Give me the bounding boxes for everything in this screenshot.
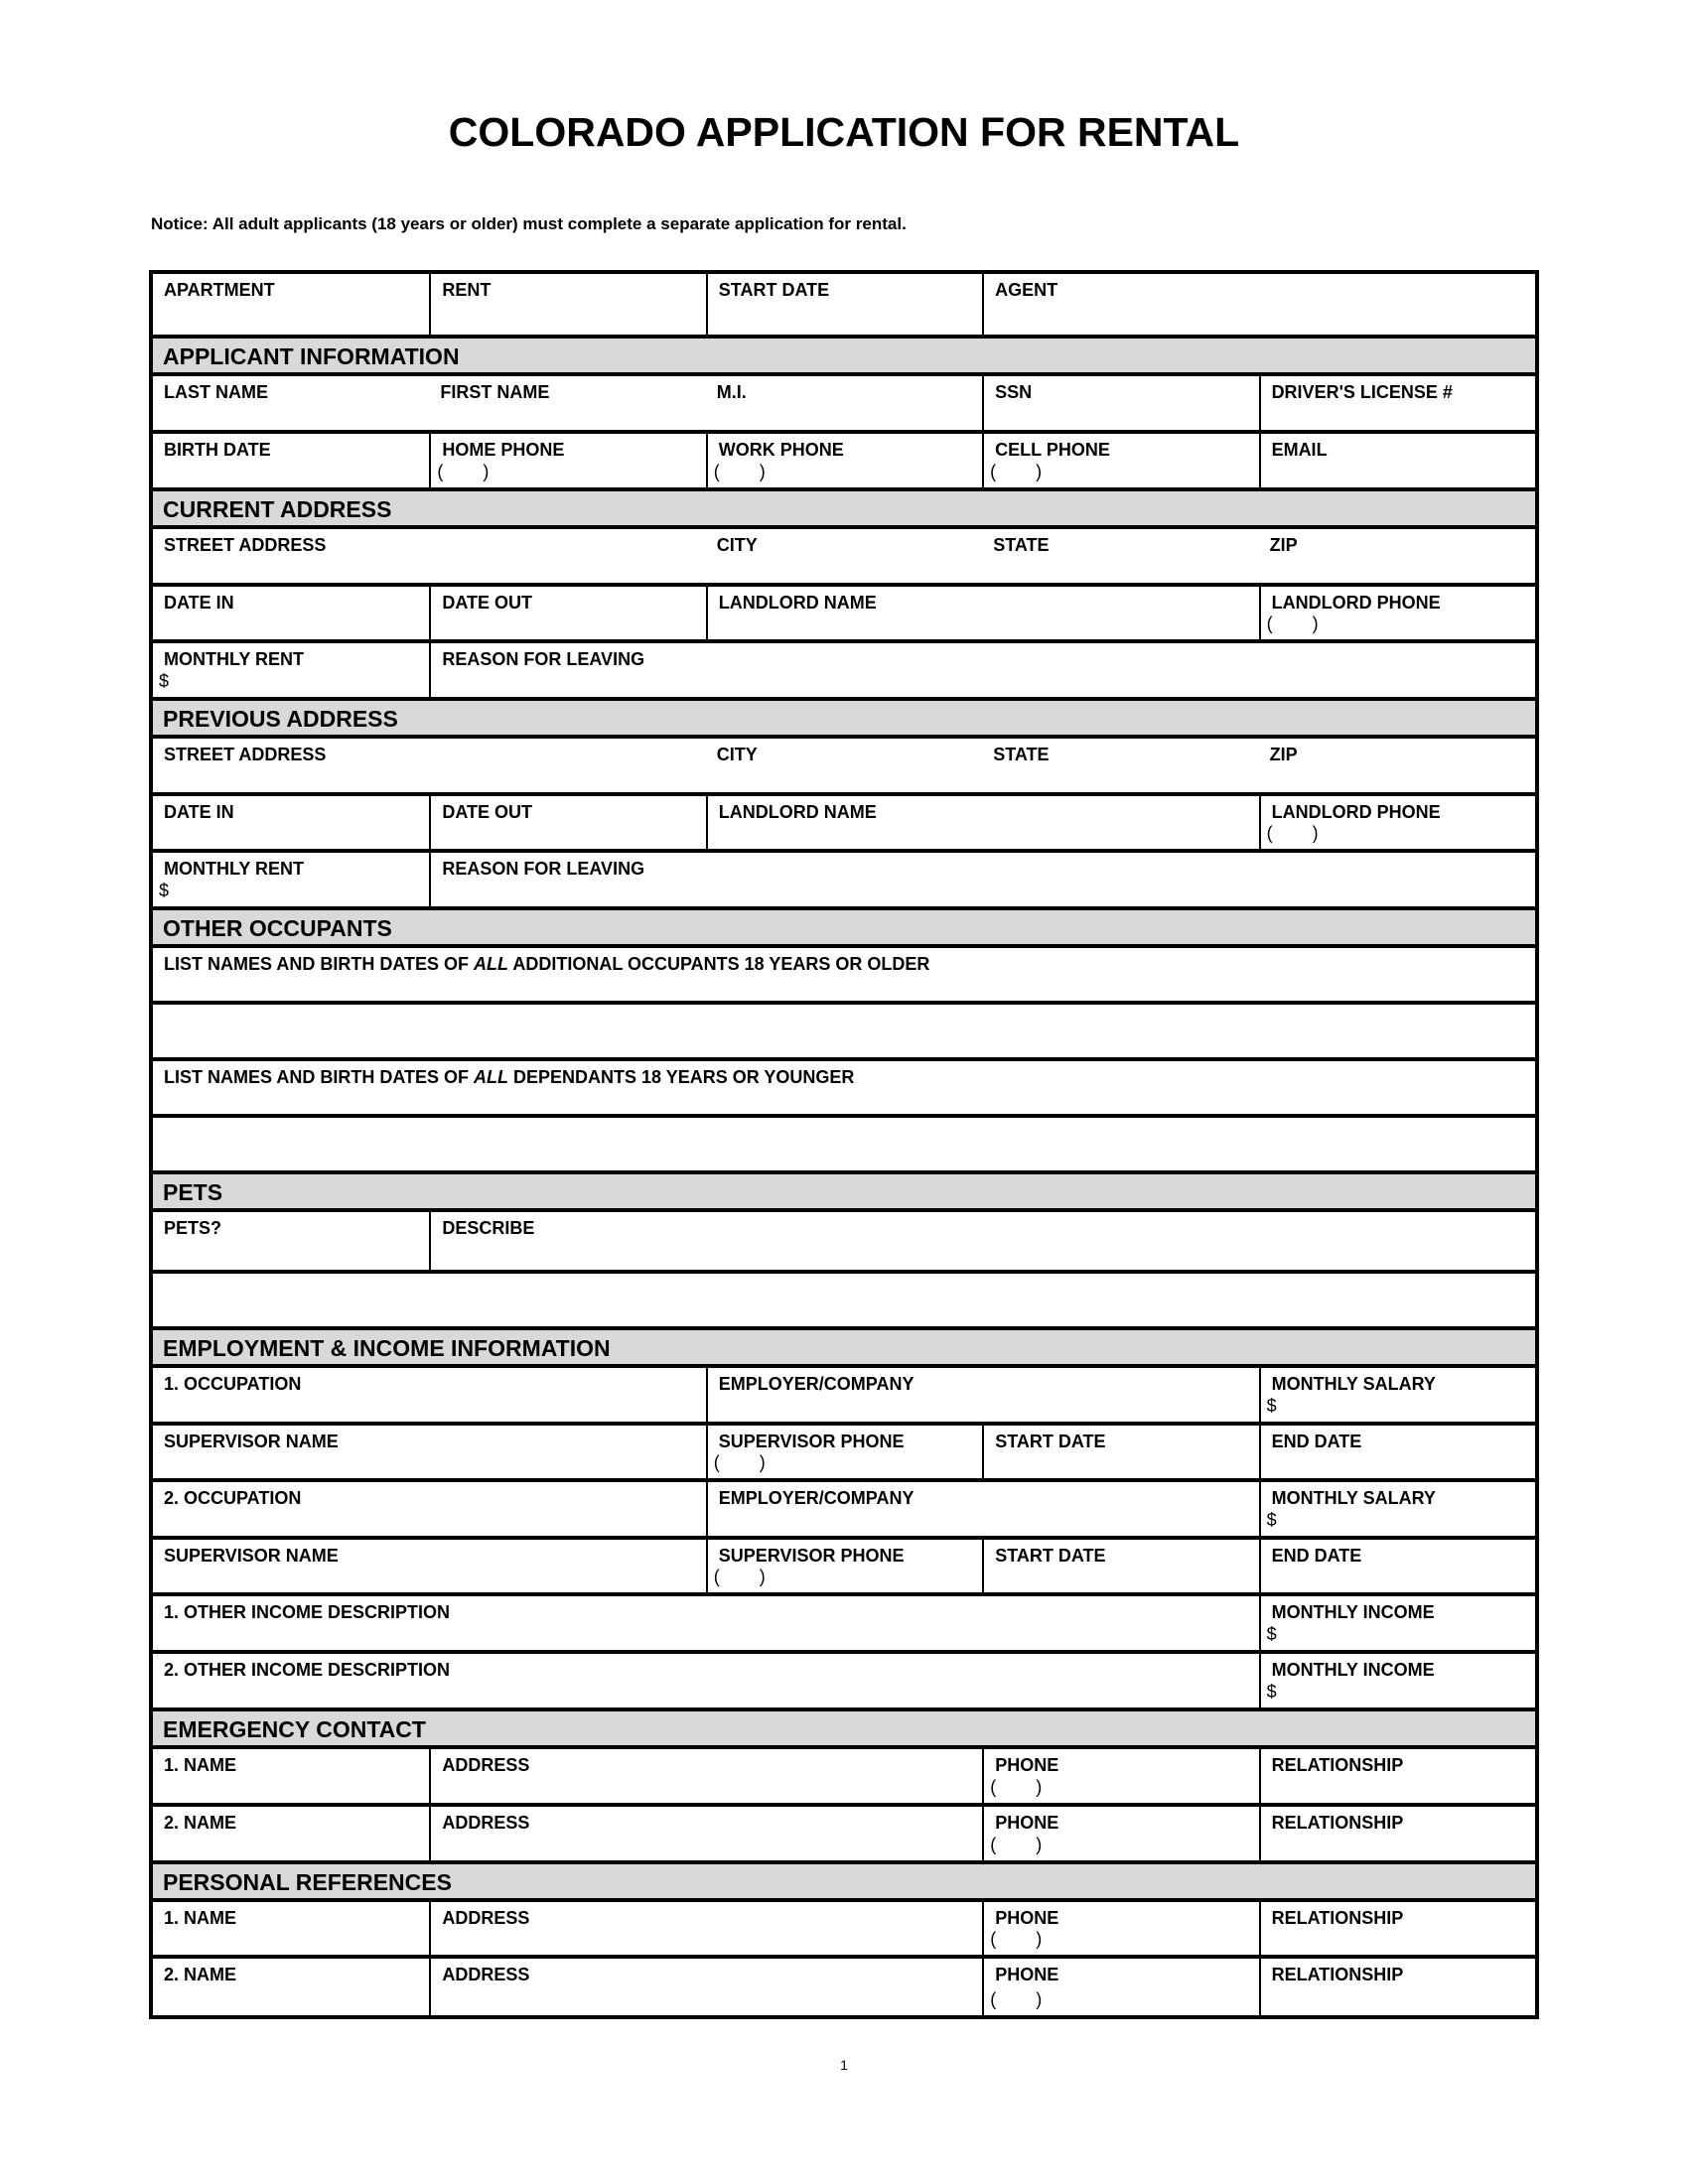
last-name-field[interactable] — [153, 376, 429, 430]
current-street-address-field[interactable] — [153, 529, 706, 583]
previous-street-address-field[interactable] — [153, 739, 706, 792]
start-date-field[interactable] — [706, 274, 982, 335]
agent-label: AGENT — [995, 280, 1058, 300]
form-row-pets-blank — [153, 1274, 1535, 1330]
city-label: CITY — [716, 535, 758, 555]
section-title: OTHER OCCUPANTS — [163, 914, 392, 941]
form-row-previous-landlord — [153, 796, 1535, 853]
dollar-sign: $ — [1266, 1510, 1277, 1530]
form-row-current-rent — [153, 643, 1535, 701]
cell-phone-label: CELL PHONE — [995, 440, 1110, 460]
dollar-sign: $ — [1266, 1682, 1277, 1702]
emergency-address-2-field[interactable] — [429, 1807, 982, 1860]
address-label: ADDRESS — [442, 1908, 530, 1928]
first-name-field[interactable] — [429, 376, 705, 430]
form-row-reference-1 — [153, 1902, 1535, 1959]
relationship-label: RELATIONSHIP — [1271, 1908, 1404, 1928]
form-row-adult-occupants-label — [153, 948, 1535, 1005]
label-emphasis-all: ALL — [474, 1067, 508, 1087]
supervisor-phone-1-field[interactable] — [706, 1426, 982, 1478]
phone-label: PHONE — [995, 1813, 1059, 1833]
other-income-description-label: 2. OTHER INCOME DESCRIPTION — [164, 1660, 451, 1680]
previous-date-out-field[interactable] — [429, 796, 705, 849]
page-title: COLORADO APPLICATION FOR RENTAL — [448, 109, 1240, 155]
supervisor-name-label: SUPERVISOR NAME — [164, 1432, 339, 1451]
emergency-phone-1-field[interactable] — [982, 1749, 1258, 1803]
supervisor-phone-label: SUPERVISOR PHONE — [718, 1546, 905, 1566]
state-label: STATE — [993, 745, 1050, 764]
rental-application-form — [149, 270, 1539, 2019]
form-row-previous-street — [153, 739, 1535, 796]
dollar-sign: $ — [159, 881, 170, 900]
section-title: APPLICANT INFORMATION — [163, 342, 460, 369]
first-name-label: FIRST NAME — [440, 382, 550, 402]
section-title: EMERGENCY CONTACT — [163, 1715, 426, 1742]
relationship-label: RELATIONSHIP — [1271, 1755, 1404, 1775]
email-label: EMAIL — [1271, 440, 1328, 460]
emergency-address-1-field[interactable] — [429, 1749, 982, 1803]
zip-label: ZIP — [1269, 535, 1298, 555]
ssn-label: SSN — [995, 382, 1033, 402]
section-header-emergency-contact — [153, 1711, 1535, 1749]
employer-label: EMPLOYER/COMPANY — [718, 1488, 914, 1508]
pets-describe-field[interactable] — [429, 1212, 1535, 1270]
label-suffix: DEPENDANTS 18 YEARS OR YOUNGER — [508, 1067, 855, 1087]
reference-relationship-1-field[interactable] — [1259, 1902, 1535, 1955]
employer-2-field[interactable] — [706, 1482, 1259, 1536]
current-zip-field[interactable] — [1259, 529, 1535, 583]
phone-placeholder: ( ) — [713, 1452, 766, 1472]
current-monthly-rent-field[interactable] — [153, 643, 429, 697]
phone-placeholder: ( ) — [713, 1567, 766, 1586]
supervisor-phone-2-field[interactable] — [706, 1540, 982, 1592]
previous-reason-for-leaving-field[interactable] — [429, 853, 1535, 906]
supervisor-name-2-field[interactable] — [153, 1540, 706, 1592]
current-state-field[interactable] — [982, 529, 1258, 583]
supervisor-name-label: SUPERVISOR NAME — [164, 1546, 339, 1566]
form-row-dependants-label — [153, 1061, 1535, 1118]
job-end-date-2-field[interactable] — [1259, 1540, 1535, 1592]
end-date-label: END DATE — [1271, 1546, 1362, 1566]
address-label: ADDRESS — [442, 1755, 530, 1775]
reference-name-1-field[interactable] — [153, 1902, 429, 1955]
monthly-salary-1-field[interactable] — [1259, 1368, 1535, 1422]
name-label: 2. NAME — [164, 1965, 237, 1984]
form-row-header — [153, 274, 1535, 339]
section-title: CURRENT ADDRESS — [163, 495, 392, 522]
pets-extra-field[interactable] — [153, 1274, 1535, 1326]
occupation-label: 2. OCCUPATION — [164, 1488, 302, 1508]
emergency-name-1-field[interactable] — [153, 1749, 429, 1803]
emergency-relationship-2-field[interactable] — [1259, 1807, 1535, 1860]
employer-label: EMPLOYER/COMPANY — [718, 1374, 914, 1394]
current-date-in-field[interactable] — [153, 587, 429, 639]
street-address-label: STREET ADDRESS — [164, 535, 327, 555]
previous-date-in-field[interactable] — [153, 796, 429, 849]
monthly-salary-label: MONTHLY SALARY — [1271, 1488, 1436, 1508]
form-row-occupation-1 — [153, 1368, 1535, 1426]
adult-occupants-field[interactable] — [153, 948, 1535, 1001]
start-date-label: START DATE — [995, 1432, 1106, 1451]
monthly-income-1-field[interactable] — [1259, 1596, 1535, 1650]
supervisor-phone-label: SUPERVISOR PHONE — [718, 1432, 905, 1451]
phone-label: PHONE — [995, 1965, 1059, 1984]
date-out-label: DATE OUT — [442, 593, 533, 613]
employer-1-field[interactable] — [706, 1368, 1259, 1422]
home-phone-label: HOME PHONE — [442, 440, 565, 460]
birth-date-field[interactable] — [153, 434, 429, 487]
birth-date-label: BIRTH DATE — [164, 440, 271, 460]
section-header-current-address — [153, 491, 1535, 529]
occupation-1-field[interactable] — [153, 1368, 706, 1422]
reference-address-2-field[interactable] — [429, 1959, 982, 2015]
occupation-label: 1. OCCUPATION — [164, 1374, 302, 1394]
landlord-phone-label: LANDLORD PHONE — [1271, 802, 1441, 822]
pets-question-field[interactable] — [153, 1212, 429, 1270]
previous-zip-field[interactable] — [1259, 739, 1535, 792]
dependants-field[interactable] — [153, 1061, 1535, 1114]
phone-placeholder: ( ) — [437, 462, 490, 481]
name-label: 1. NAME — [164, 1755, 237, 1775]
form-row-other-income-2 — [153, 1654, 1535, 1711]
form-row-reference-2 — [153, 1959, 1535, 2015]
supervisor-name-1-field[interactable] — [153, 1426, 706, 1478]
reference-address-1-field[interactable] — [429, 1902, 982, 1955]
monthly-rent-label: MONTHLY RENT — [164, 859, 305, 879]
landlord-name-label: LANDLORD NAME — [718, 802, 877, 822]
phone-placeholder: ( ) — [990, 1929, 1043, 1949]
end-date-label: END DATE — [1271, 1432, 1362, 1451]
section-header-previous-address — [153, 701, 1535, 739]
phone-placeholder: ( ) — [990, 462, 1043, 481]
job-start-date-1-field[interactable] — [982, 1426, 1258, 1478]
occupation-2-field[interactable] — [153, 1482, 706, 1536]
last-name-label: LAST NAME — [164, 382, 268, 402]
drivers-license-label: DRIVER'S LICENSE # — [1271, 382, 1453, 402]
previous-state-field[interactable] — [982, 739, 1258, 792]
other-income-description-1-field[interactable] — [153, 1596, 1259, 1650]
form-row-supervisor-2 — [153, 1540, 1535, 1596]
reference-name-2-field[interactable] — [153, 1959, 429, 2015]
section-title: PERSONAL REFERENCES — [163, 1868, 452, 1895]
dollar-sign: $ — [1266, 1624, 1277, 1644]
page-number: 1 — [840, 2057, 848, 2073]
monthly-rent-label: MONTHLY RENT — [164, 649, 305, 669]
section-header-other-occupants — [153, 910, 1535, 948]
ssn-field[interactable] — [982, 376, 1258, 430]
label-prefix: LIST NAMES AND BIRTH DATES OF — [164, 954, 474, 974]
street-address-label: STREET ADDRESS — [164, 745, 327, 764]
form-row-current-street — [153, 529, 1535, 587]
form-row-dependants-blank — [153, 1118, 1535, 1174]
dollar-sign: $ — [159, 671, 170, 691]
name-label: 1. NAME — [164, 1908, 237, 1928]
current-landlord-phone-field[interactable] — [1259, 587, 1535, 639]
phone-label: PHONE — [995, 1755, 1059, 1775]
date-out-label: DATE OUT — [442, 802, 533, 822]
apartment-label: APARTMENT — [164, 280, 275, 300]
form-row-emergency-1 — [153, 1749, 1535, 1807]
form-row-contact — [153, 434, 1535, 491]
previous-landlord-name-field[interactable] — [706, 796, 1259, 849]
landlord-name-label: LANDLORD NAME — [718, 593, 877, 613]
phone-placeholder: ( ) — [990, 1989, 1043, 2009]
rent-label: RENT — [442, 280, 492, 300]
middle-initial-field[interactable] — [706, 376, 982, 430]
section-title: PREVIOUS ADDRESS — [163, 705, 398, 732]
form-row-adult-occupants-blank — [153, 1005, 1535, 1061]
work-phone-label: WORK PHONE — [718, 440, 844, 460]
form-row-emergency-2 — [153, 1807, 1535, 1864]
previous-landlord-phone-field[interactable] — [1259, 796, 1535, 849]
landlord-phone-label: LANDLORD PHONE — [1271, 593, 1441, 613]
phone-placeholder: ( ) — [713, 462, 766, 481]
reference-phone-2-field[interactable] — [982, 1959, 1258, 2015]
drivers-license-field[interactable] — [1259, 376, 1535, 430]
reason-for-leaving-label: REASON FOR LEAVING — [442, 859, 645, 879]
form-row-other-income-1 — [153, 1596, 1535, 1654]
date-in-label: DATE IN — [164, 802, 234, 822]
name-label: 2. NAME — [164, 1813, 237, 1833]
rent-field[interactable] — [429, 274, 705, 335]
section-header-applicant-information — [153, 339, 1535, 376]
section-title: EMPLOYMENT & INCOME INFORMATION — [163, 1334, 611, 1361]
previous-city-field[interactable] — [706, 739, 982, 792]
form-row-name — [153, 376, 1535, 434]
emergency-name-2-field[interactable] — [153, 1807, 429, 1860]
monthly-income-label: MONTHLY INCOME — [1271, 1602, 1435, 1622]
job-end-date-1-field[interactable] — [1259, 1426, 1535, 1478]
dependants-label — [153, 1061, 1535, 1088]
form-row-previous-rent — [153, 853, 1535, 910]
start-date-label: START DATE — [718, 280, 830, 300]
home-phone-field[interactable] — [429, 434, 705, 487]
phone-placeholder: ( ) — [990, 1835, 1043, 1854]
label-emphasis-all: ALL — [474, 954, 508, 974]
reason-for-leaving-label: REASON FOR LEAVING — [442, 649, 645, 669]
emergency-phone-2-field[interactable] — [982, 1807, 1258, 1860]
current-reason-for-leaving-field[interactable] — [429, 643, 1535, 697]
job-start-date-2-field[interactable] — [982, 1540, 1258, 1592]
other-income-description-label: 1. OTHER INCOME DESCRIPTION — [164, 1602, 451, 1622]
zip-label: ZIP — [1269, 745, 1298, 764]
emergency-relationship-1-field[interactable] — [1259, 1749, 1535, 1803]
dependants-extra-field[interactable] — [153, 1118, 1535, 1170]
email-field[interactable] — [1259, 434, 1535, 487]
current-landlord-name-field[interactable] — [706, 587, 1259, 639]
label-suffix: ADDITIONAL OCCUPANTS 18 YEARS OR OLDER — [508, 954, 930, 974]
address-label: ADDRESS — [442, 1965, 530, 1984]
relationship-label: RELATIONSHIP — [1271, 1813, 1404, 1833]
city-label: CITY — [716, 745, 758, 764]
date-in-label: DATE IN — [164, 593, 234, 613]
monthly-income-label: MONTHLY INCOME — [1271, 1660, 1435, 1680]
phone-label: PHONE — [995, 1908, 1059, 1928]
relationship-label: RELATIONSHIP — [1271, 1965, 1404, 1984]
cell-phone-field[interactable] — [982, 434, 1258, 487]
address-label: ADDRESS — [442, 1813, 530, 1833]
dollar-sign: $ — [1266, 1396, 1277, 1416]
work-phone-field[interactable] — [706, 434, 982, 487]
phone-placeholder: ( ) — [1266, 823, 1319, 843]
form-row-supervisor-1 — [153, 1426, 1535, 1482]
agent-field[interactable] — [982, 274, 1535, 335]
phone-placeholder: ( ) — [990, 1777, 1043, 1797]
form-row-current-landlord — [153, 587, 1535, 643]
monthly-income-2-field[interactable] — [1259, 1654, 1535, 1707]
pets-question-label: PETS? — [164, 1218, 222, 1238]
other-income-description-2-field[interactable] — [153, 1654, 1259, 1707]
middle-initial-label: M.I. — [716, 382, 747, 402]
adult-occupants-label — [153, 948, 1535, 975]
current-city-field[interactable] — [706, 529, 982, 583]
phone-placeholder: ( ) — [1266, 614, 1319, 633]
section-header-personal-references — [153, 1864, 1535, 1902]
section-title: PETS — [163, 1178, 223, 1205]
pets-describe-label: DESCRIBE — [442, 1218, 535, 1238]
reference-phone-1-field[interactable] — [982, 1902, 1258, 1955]
section-header-pets — [153, 1174, 1535, 1212]
apartment-field[interactable] — [153, 274, 429, 335]
current-date-out-field[interactable] — [429, 587, 705, 639]
label-prefix: LIST NAMES AND BIRTH DATES OF — [164, 1067, 474, 1087]
start-date-label: START DATE — [995, 1546, 1106, 1566]
notice-text: Notice: All adult applicants (18 years or older) must complete a separate application for rental. — [151, 214, 907, 233]
previous-monthly-rent-field[interactable] — [153, 853, 429, 906]
state-label: STATE — [993, 535, 1050, 555]
form-row-occupation-2 — [153, 1482, 1535, 1540]
form-row-pets — [153, 1212, 1535, 1274]
monthly-salary-2-field[interactable] — [1259, 1482, 1535, 1536]
monthly-salary-label: MONTHLY SALARY — [1271, 1374, 1436, 1394]
reference-relationship-2-field[interactable] — [1259, 1959, 1535, 2015]
section-header-employment — [153, 1330, 1535, 1368]
adult-occupants-extra-field[interactable] — [153, 1005, 1535, 1057]
